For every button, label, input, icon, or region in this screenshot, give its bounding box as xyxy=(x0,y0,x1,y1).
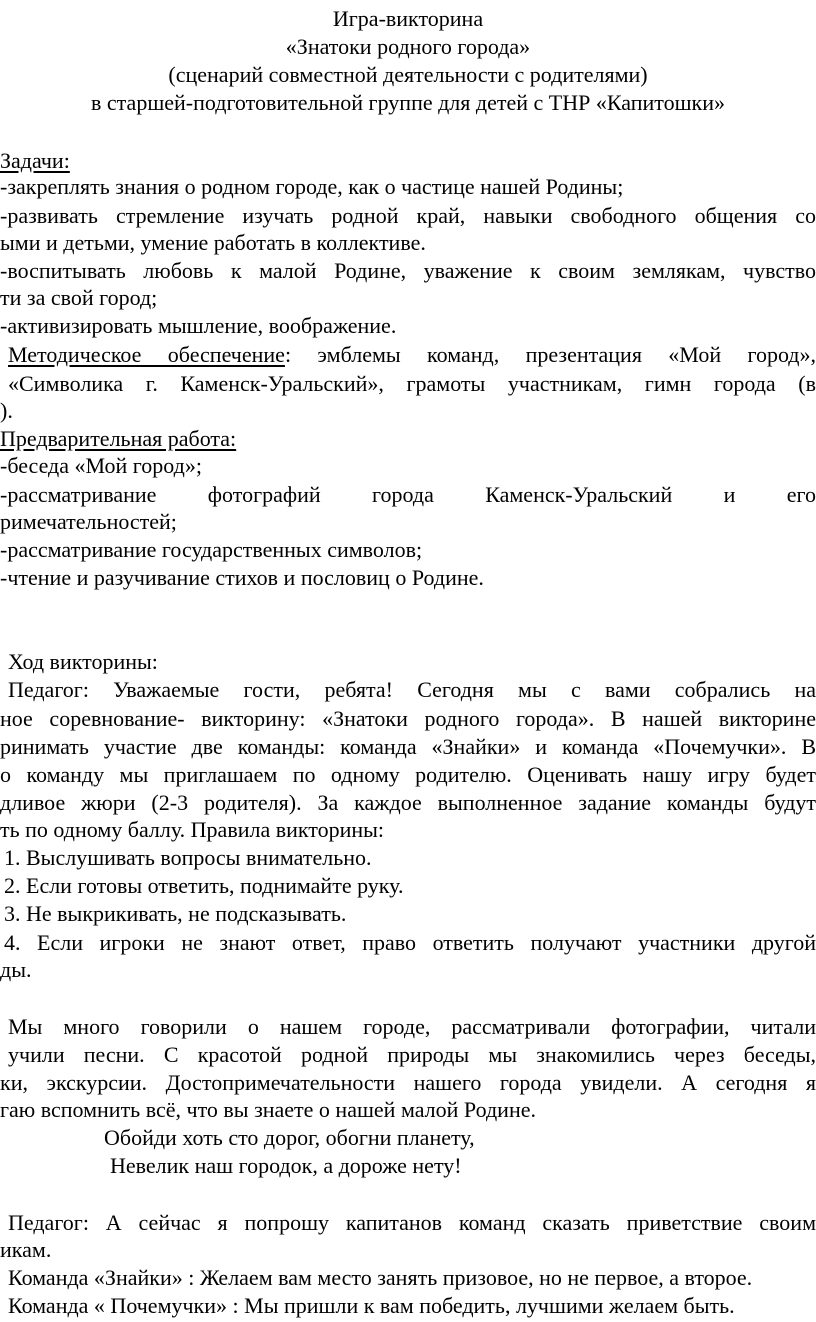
method-line-text: : эмблемы команд, презентация «Мой город», xyxy=(284,342,816,367)
tasks-line: -активизировать мышление, воображение. xyxy=(0,313,397,338)
tasks-line: -закреплять знания о родном городе, как о частице нашей Родины; xyxy=(0,174,624,199)
prep-line: римечательностей; xyxy=(0,509,177,534)
rule-item: 2. Если готовы ответить, поднимайте руку. xyxy=(4,873,404,898)
document-subtitle: «Знатоки родного города» xyxy=(285,34,531,59)
method-heading: Методическое обеспечение xyxy=(8,342,285,367)
team-greeting: Команда « Почемучки» : Мы пришли к вам победить, лучшими желаем быть. xyxy=(8,1293,735,1318)
tasks-line: ти за свой город; xyxy=(0,285,158,310)
tasks-line-text: -развивать стремление изучать родной край, навыки свободного общения со xyxy=(0,203,816,228)
paragraph-line: гаю вспомнить всё, что вы знаете о нашей малой Родине. xyxy=(0,1097,536,1122)
prep-line xyxy=(0,480,816,510)
prep-line: -беседа «Мой город»; xyxy=(0,453,202,478)
tasks-line xyxy=(0,201,816,231)
rule-item: ды. xyxy=(0,957,32,982)
poem-line: Обойди хоть сто дорог, обогни планету, xyxy=(104,1125,475,1150)
paragraph-line-text: ки, экскурсии. Достопримечательности нашего города увидели. А сегодня я xyxy=(0,1070,816,1095)
method-line xyxy=(8,340,816,370)
course-heading: Ход викторины: xyxy=(8,649,158,674)
document-title: Игра-викторина xyxy=(332,6,484,31)
course-line-text: о команду мы приглашаем по одному родителю. Оценивать нашу игру будет xyxy=(0,762,816,787)
method-line xyxy=(8,369,816,399)
course-line-text: ринимать участие две команды: команда «Знайки» и команда «Почемучки». В xyxy=(0,734,816,759)
paragraph-line-text: учили песни. С красотой родной природы мы знакомились через беседы, xyxy=(8,1042,816,1067)
tasks-line xyxy=(0,256,816,286)
paragraph-line-text: Педагог: А сейчас я попрошу капитанов команд сказать приветствие своим xyxy=(8,1210,816,1235)
paragraph-line xyxy=(8,1208,816,1238)
paragraph-line xyxy=(8,1040,816,1070)
prep-line-text: -рассматривание фотографий города Каменск-Уральский и его xyxy=(0,482,816,507)
document-group: в старшей-подготовительной группе для детей с ТНР «Капитошки» xyxy=(91,90,725,115)
tasks-line: ыми и детьми, умение работать в коллективе. xyxy=(0,230,426,255)
prep-line: -чтение и разучивание стихов и пословиц о Родине. xyxy=(0,565,484,590)
method-line: ). xyxy=(0,398,13,423)
paragraph-line xyxy=(0,1068,816,1098)
prep-line: -рассматривание государственных символов; xyxy=(0,537,423,562)
course-line xyxy=(8,675,816,705)
tasks-heading: Задачи: xyxy=(0,148,70,173)
paragraph-line: икам. xyxy=(0,1237,52,1262)
paragraph-line-text: Мы много говорили о нашем городе, рассматривали фотографии, читали xyxy=(8,1014,816,1039)
course-line-text: дливое жюри (2-3 родителя). За каждое выполненное задание команды будут xyxy=(0,790,816,815)
team-greeting: Команда «Знайки» : Желаем вам место занять призовое, но не первое, а второе. xyxy=(8,1265,753,1290)
rule-item: 1. Выслушивать вопросы внимательно. xyxy=(4,845,372,870)
paragraph-line xyxy=(8,1012,816,1042)
course-line xyxy=(0,704,816,734)
course-line xyxy=(0,788,816,818)
method-line-text: «Символика г. Каменск-Уральский», грамоты участникам, гимн города (в xyxy=(8,371,816,396)
course-line xyxy=(0,732,816,762)
document-description: (сценарий совместной деятельности с родителями) xyxy=(168,62,648,87)
rule-item-text: 4. Если игроки не знают ответ, право ответить получают участники другой xyxy=(4,930,816,955)
course-line: ть по одному баллу. Правила викторины: xyxy=(0,817,385,842)
rule-item xyxy=(4,928,816,958)
course-teacher-label: Педагог: xyxy=(8,677,89,702)
course-line-text: Уважаемые гости, ребята! Сегодня мы с вами собрались на xyxy=(113,677,816,702)
tasks-line-text: -воспитывать любовь к малой Родине, уважение к своим землякам, чувство xyxy=(0,258,816,283)
course-line-text: ное соревнование- викторину: «Знатоки родного города». В нашей викторине xyxy=(0,706,816,731)
prep-heading: Предварительная работа: xyxy=(0,426,237,451)
poem-line: Невелик наш городок, а дороже нету! xyxy=(110,1153,462,1178)
course-line xyxy=(0,760,816,790)
rule-item: 3. Не выкрикивать, не подсказывать. xyxy=(4,901,347,926)
